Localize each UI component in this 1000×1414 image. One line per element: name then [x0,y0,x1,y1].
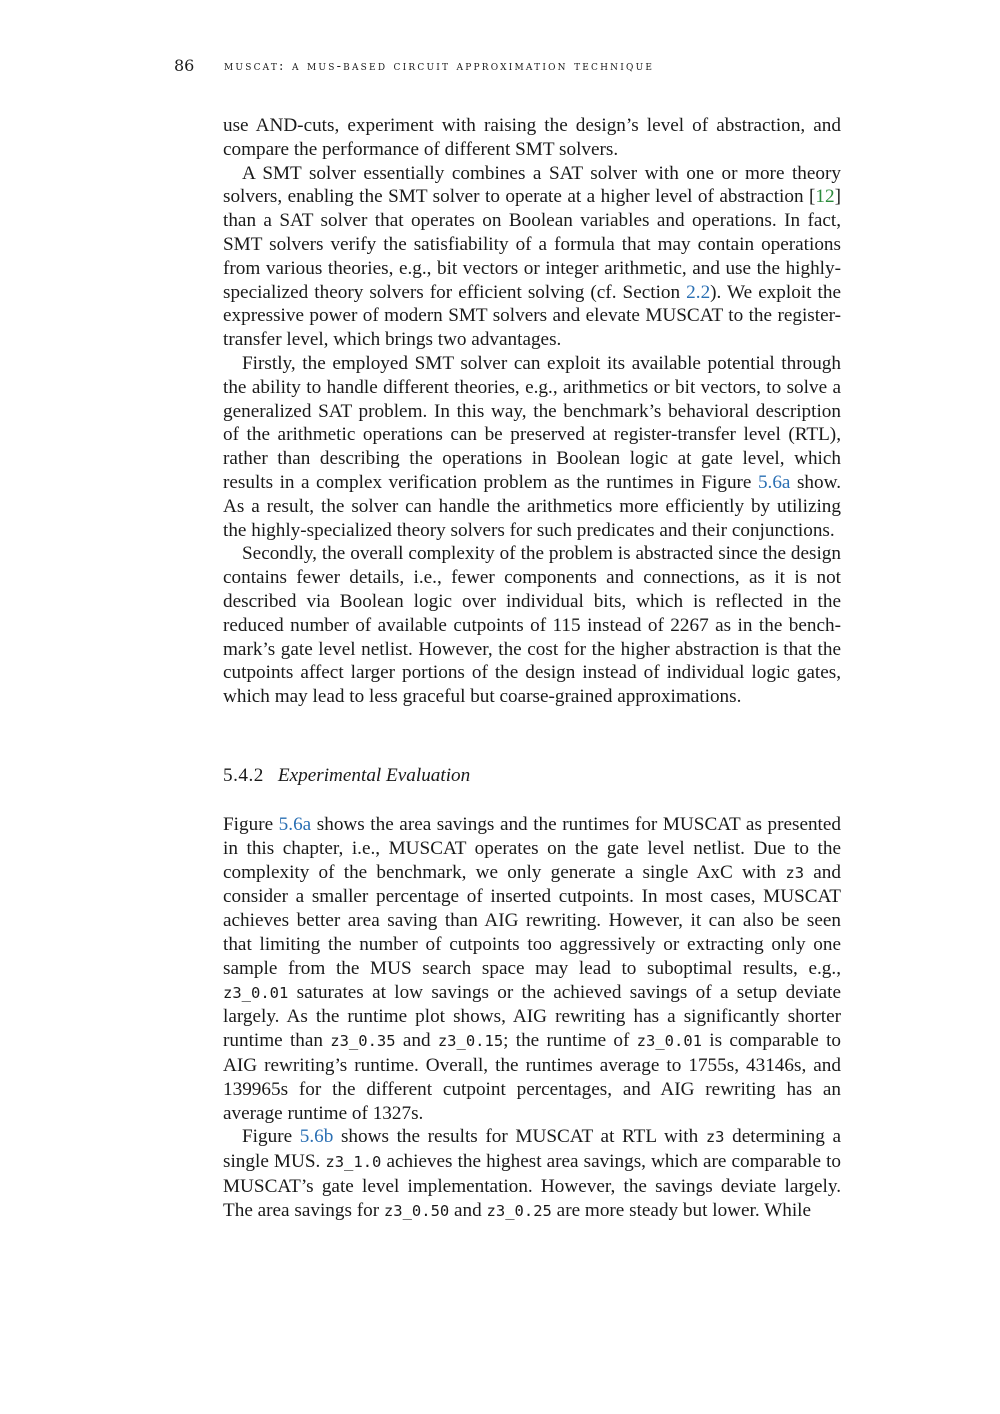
section-heading [223,764,841,788]
paragraph-3 [223,352,841,542]
citation-link-12[interactable]: 12 [815,186,835,208]
paragraph-5-text-g: is comparable to AIG rewriting’s runtime. Overall, the runtimes average to 1755s, 43146s, and 139965s for the different cutpoint percentages, and AIG rewriting has an average runtime of 1327s. [223,1030,841,1124]
inline-code: z3_0.35 [330,1032,396,1051]
section-title: Experimental Evaluation [277,765,471,786]
paragraph-5-text-b: shows the area savings and the runtimes for MUSCAT as presented in this chapter, i.e., MUSCAT operates on the gate level netlist. Due to the complexity of the benchmark, we only generate a single AxC with [223,814,841,883]
paragraph-5-text-c: and consider a smaller percentage of inserted cutpoints. In most cases, MUSCAT achieves better area saving than AIG rewriting. However, it can also be seen that limiting the number of cutpoints too aggressively or extracting only one sample from the MUS search space may lead to suboptimal results, e.g., [223,861,841,979]
section-ref-link-2-2[interactable]: 2.2 [686,281,711,303]
paragraph-2-text-a: A SMT solver essentially combines a SAT solver with one or more theory solvers, enabling the SMT solver to operate at a higher level of abstraction [ [223,162,841,208]
paragraph-6-text-f: are more steady but lower. While [551,1199,811,1221]
paragraph-6-text-e: and [449,1199,487,1221]
paragraph-2-text-c: ). We exploit the expressive power of modern SMT solvers and elevate MUSCAT to the register-transfer level, which brings two advantages. [223,281,841,351]
paragraph-6-text-d: achieves the highest area savings, which are comparable to MUSCAT’s gate level implementation. However, the savings deviate largely. The area savings for [223,1151,841,1221]
paragraph-3-text-b: show. As a result, the solver can handle the arithmetics more efficiently by utilizing the highly-specialized theory solvers for such predicates and their conjunctions. [223,471,842,541]
inline-code: z3_1.0 [325,1153,382,1172]
paragraph-2-text-b: ] than a SAT solver that operates on Boolean variables and operations. In fact, SMT solvers verify the satisfiability of a formula that may contain operations from various theories, e.g., bit vectors or integer arithmetic, and use the highly-specialized theory solvers for efficient solving (cf. Section [223,186,841,303]
figure-ref-link-5-6a[interactable]: 5.6a [278,814,312,835]
paragraph-5-text-d: saturates at low savings or the achieved savings of a setup deviate largely. As the runtime plot shows, AIG rewriting has a significantly shorter runtime than [223,981,841,1052]
inline-code: z3_0.01 [223,983,289,1002]
paragraph-4-text: Secondly, the overall complexity of the problem is abstracted since the design contains fewer details, i.e., fewer components and connections, as it is not described via Boolean logic over individual bits, which is reflected in the reduced number of available cutpoints of 115 instead of 2267 as in the benchmark’s gate level netlist. However, the cost for the higher abstraction is that the cutpoints affect larger portions of the design instead of individual logic gates, which may lead to less graceful but coarse-grained approximations. [223,543,841,708]
paragraph-6-text-b: shows the results for MUSCAT at RTL with [333,1126,706,1148]
paragraph-3-text-a: Firstly, the employed SMT solver can exploit its available potential through the ability to handle different theories, e.g., arithmetics or bit vectors, to solve a generalized SAT problem. In this way, the benchmark’s behavioral description of the arithmetic operations can be preserved at register-transfer level (RTL), rather than describing the operations in Boolean logic at gate level, which results in a complex verification problem as the runtimes in Figure [223,352,841,493]
page-number: 86 [174,56,195,75]
paragraph-2 [223,162,841,352]
inline-code: z3 [705,1128,725,1147]
running-header [174,56,874,80]
paragraph-6 [223,1125,841,1223]
paragraph-5 [223,813,841,1125]
paragraph-1-text: use AND-cuts, experiment with raising the design’s level of abstraction, and compare the performance of different SMT solvers. [223,115,841,160]
figure-ref-link-5-6a[interactable]: 5.6a [757,471,791,493]
running-title: muscat: a mus-based circuit approximation technique [224,59,655,74]
paragraph-6-text-a: Figure [242,1126,300,1148]
inline-code: z3_0.25 [486,1201,552,1220]
section-number: 5.4.2 [223,765,264,786]
paragraph-4 [223,542,841,709]
inline-code: z3 [785,863,805,882]
paragraph-5-text-e: and [395,1030,438,1052]
inline-code: z3_0.15 [437,1032,504,1051]
figure-ref-link-5-6b[interactable]: 5.6b [299,1126,334,1148]
body-text-top [223,114,841,709]
paragraph-6-text-c: determining a single MUS. [223,1126,841,1173]
inline-code: z3_0.01 [636,1032,702,1051]
paragraph-5-text-f: ; the runtime of [503,1030,637,1052]
paragraph-1 [223,114,841,162]
paragraph-5-text-a: Figure [223,814,279,835]
body-text-bottom [223,813,841,1224]
inline-code: z3_0.50 [383,1201,450,1220]
